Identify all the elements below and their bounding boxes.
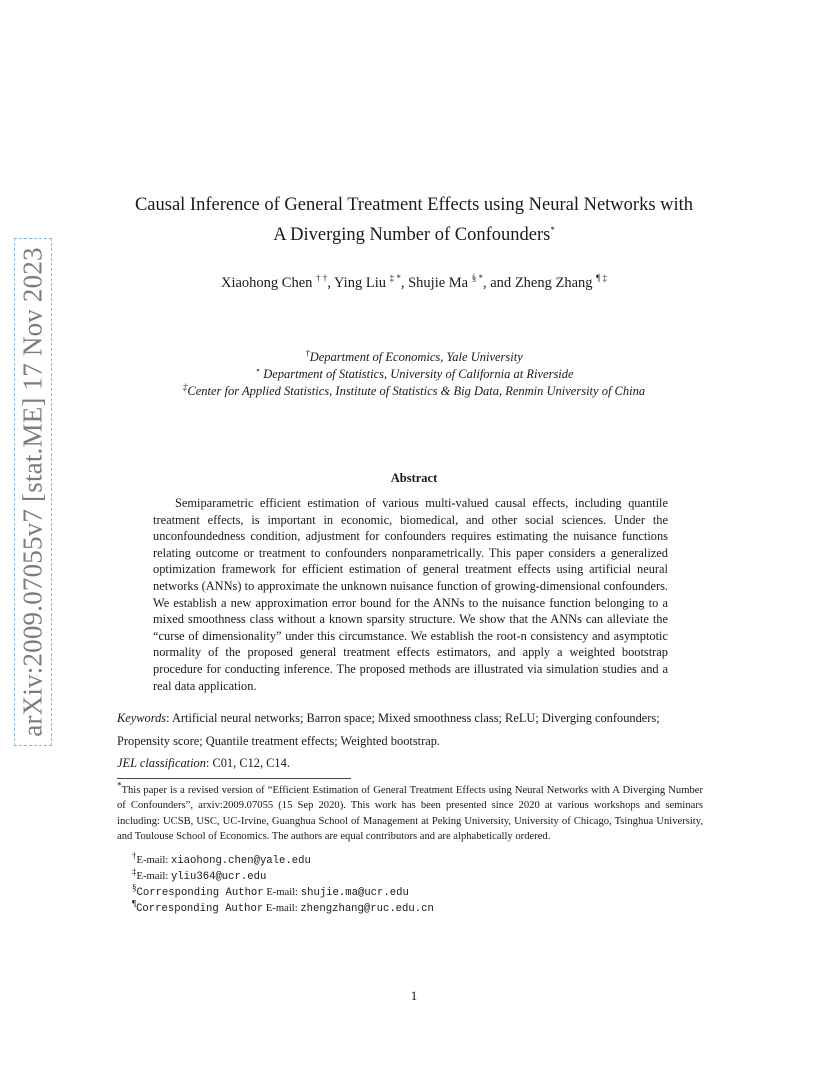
author-marks: ¶ ‡ (596, 273, 607, 284)
email-label: E-mail: (136, 871, 169, 882)
affiliation (0, 347, 828, 365)
footnote-mark: § (132, 882, 137, 893)
footnote-mark: * (117, 780, 122, 791)
abstract-heading: Abstract (390, 471, 438, 485)
author-name: Zheng Zhang (514, 275, 593, 291)
affiliation-mark: ⋆ (254, 364, 261, 375)
email-label: E-mail: (266, 887, 299, 898)
arxiv-stamp-text: arXiv:2009.07055v7 [stat.ME] 17 Nov 2023 (17, 247, 48, 737)
affiliation-mark: † (305, 347, 310, 358)
footnote-email-ma (132, 882, 409, 899)
author-list: Xiaohong Chen † †, Ying Liu ‡ *, Shujie Ma § *, and Zheng Zhang ¶ ‡ (221, 273, 607, 291)
affiliation-text: Department of Statistics, University of California at Riverside (263, 367, 574, 381)
author-marks: § * (471, 273, 483, 284)
footnote-divider (117, 778, 351, 779)
email-label: E-mail: (265, 903, 298, 914)
corresponding-label: Corresponding Author (136, 903, 264, 915)
footnote-mark: † (132, 850, 137, 861)
keywords-text: Artificial neural networks; Barron space; Mixed smoothness class; ReLU; Diverging confounders; (171, 711, 660, 725)
title-line-2-text: A Diverging Number of Confounders (273, 225, 551, 245)
email-address: yliu364@ucr.edu (170, 871, 267, 883)
email-label: E-mail: (136, 855, 169, 866)
author-marks: ‡ * (389, 273, 401, 284)
affiliation-mark: ‡ (182, 381, 188, 392)
arxiv-stamp (14, 238, 52, 746)
affiliation (0, 364, 828, 382)
author-marks: † † (316, 273, 328, 284)
title-line-1: Causal Inference of General Treatment Effects using Neural Networks with (134, 195, 694, 215)
corresponding-label: Corresponding Author (136, 887, 264, 899)
page-number: 1 (410, 988, 418, 1003)
email-address: zhengzhang@ruc.edu.cn (300, 903, 434, 915)
email-address: shujie.ma@ucr.edu (300, 887, 409, 899)
footnote-mark: ¶ (132, 898, 137, 909)
keywords-line-1: Keywords: Artificial neural networks; Barron space; Mixed smoothness class; ReLU; Diverging confounders; (117, 711, 660, 725)
jel-label: JEL classification (117, 756, 206, 770)
affiliation-text: Center for Applied Statistics, Institute of Statistics & Big Data, Renmin University of China (187, 384, 646, 398)
footnote-email-chen (132, 850, 311, 867)
footnote-main-text: This paper is a revised version of “Efficient Estimation of General Treatment Effects using Neural Networks with A Diverging Number of Confounders”, arxiv:2009.07055 (15 Sep 2020). This work has been presented since 2020 at various workshops and seminars including: UCSB, USC, UC-Irvine, Guanghua School of Management at Peking University, University of Chicago, Tsinghua University, and Toulouse School of Economics. The authors are equal contributors and are alphabetically ordered. (117, 785, 703, 842)
abstract-body (153, 495, 668, 694)
jel-classification: JEL classification: C01, C12, C14. (117, 756, 290, 770)
title-footnote-mark: * (550, 224, 555, 235)
keywords-line-2: Propensity score; Quantile treatment effects; Weighted bootstrap. (117, 734, 441, 748)
keywords-label: Keywords (117, 711, 167, 725)
jel-codes: C01, C12, C14. (212, 756, 290, 770)
footnote-main (117, 780, 703, 844)
author-name: Xiaohong Chen (221, 275, 313, 291)
title-line-2 (0, 225, 828, 246)
author-name: Ying Liu (334, 275, 386, 291)
abstract-paragraph: Semiparametric efficient estimation of various multi-valued causal effects, including quantile treatment effects, is important in economic, biomedical, and other social sciences. Under the unconfoundedness condition, adjustment for confounders requires estimating the nuisance functions relating outcome or treatment to confounders nonparametrically. This paper considers a generalized optimization framework for efficient estimation of general treatment effects using artificial neural networks (ANNs) to approximate the unknown nuisance function of growing-dimensional confounders. We establish a new approximation error bound for the ANNs to the nuisance function belonging to a mixed smoothness class without a known sparsity structure. We show that the ANNs can alleviate the “curse of dimensionality” under this circumstance. We establish the root-n consistency and asymptotic normality of the proposed general treatment effects estimators, and apply a weighted bootstrap procedure for conducting inference. The proposed methods are illustrated via simulation studies and a real data application. (153, 496, 668, 693)
footnote-email-liu (132, 866, 267, 883)
email-address: xiaohong.chen@yale.edu (170, 855, 311, 867)
authors-conjunction: and (490, 275, 512, 291)
footnote-email-zhang (132, 898, 434, 915)
footnote-mark: ‡ (132, 866, 137, 877)
affiliation-text: Department of Economics, Yale University (309, 350, 523, 364)
author-name: Shujie Ma (408, 275, 469, 291)
affiliation (0, 381, 828, 399)
